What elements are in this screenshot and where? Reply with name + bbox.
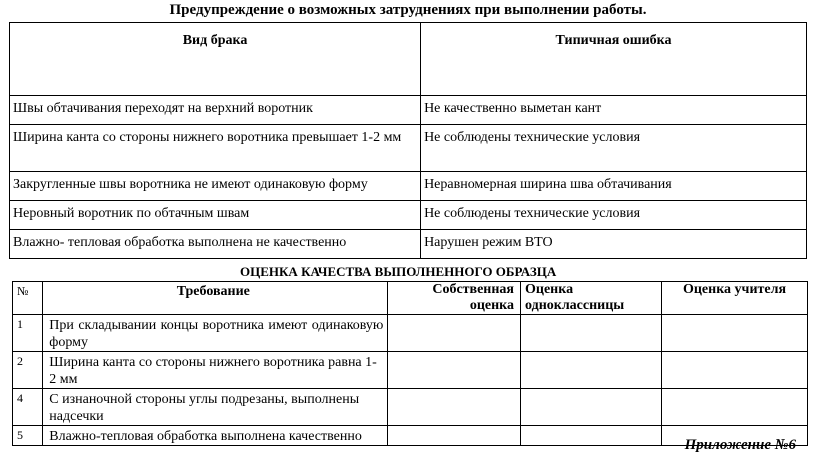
row-number: 1 bbox=[13, 315, 43, 352]
table-row bbox=[10, 230, 807, 259]
own-score-cell[interactable] bbox=[388, 315, 521, 352]
teacher-score-cell[interactable] bbox=[662, 389, 808, 426]
table-row bbox=[10, 201, 807, 230]
error-cell: Нарушен режим ВТО bbox=[421, 230, 807, 259]
quality-header-row bbox=[13, 282, 808, 315]
row-number: 2 bbox=[13, 352, 43, 389]
appendix-label: Приложение №6 bbox=[684, 437, 796, 453]
error-cell: Не качественно выметан кант bbox=[421, 96, 807, 125]
own-score-cell[interactable] bbox=[388, 352, 521, 389]
defect-cell: Швы обтачивания переходят на верхний воротник bbox=[10, 96, 421, 125]
table-row bbox=[13, 389, 808, 426]
header-typical-error: Типичная ошибка bbox=[421, 23, 807, 96]
table-row bbox=[13, 315, 808, 352]
defect-cell: Ширина канта со стороны нижнего воротника превышает 1-2 мм bbox=[10, 125, 421, 172]
header-defect-type: Вид брака bbox=[10, 23, 421, 96]
error-cell: Не соблюдены технические условия bbox=[421, 125, 807, 172]
row-number: 4 bbox=[13, 389, 43, 426]
peer-score-cell[interactable] bbox=[521, 352, 662, 389]
table-row bbox=[10, 96, 807, 125]
defects-header-row bbox=[10, 23, 807, 96]
header-own-score: Собственная оценка bbox=[388, 282, 521, 315]
defect-cell: Неровный воротник по обтачным швам bbox=[10, 201, 421, 230]
requirement-cell: С изнаночной стороны углы подрезаны, выполнены надсечки bbox=[43, 389, 388, 426]
row-number: 5 bbox=[13, 426, 43, 446]
peer-score-cell[interactable] bbox=[521, 426, 662, 446]
requirement-cell: Ширина канта со стороны нижнего воротника равна 1-2 мм bbox=[43, 352, 388, 389]
header-teacher-score: Оценка учителя bbox=[662, 282, 808, 315]
requirement-cell: Влажно-тепловая обработка выполнена качественно bbox=[43, 426, 388, 446]
own-score-cell[interactable] bbox=[388, 426, 521, 446]
table-row bbox=[10, 125, 807, 172]
error-cell: Не соблюдены технические условия bbox=[421, 201, 807, 230]
table-row bbox=[10, 172, 807, 201]
table-row bbox=[13, 352, 808, 389]
defect-cell: Закругленные швы воротника не имеют одинаковую форму bbox=[10, 172, 421, 201]
peer-score-cell[interactable] bbox=[521, 389, 662, 426]
defects-table bbox=[9, 22, 807, 259]
header-peer-score: Оценка одноклассницы bbox=[521, 282, 662, 315]
requirement-cell: При складывании концы воротника имеют одинаковую форму bbox=[43, 315, 388, 352]
teacher-score-cell[interactable] bbox=[662, 352, 808, 389]
header-number: № bbox=[13, 282, 43, 315]
error-cell: Неравномерная ширина шва обтачивания bbox=[421, 172, 807, 201]
defect-cell: Влажно- тепловая обработка выполнена не качественно bbox=[10, 230, 421, 259]
header-requirement: Требование bbox=[43, 282, 388, 315]
quality-table bbox=[12, 281, 808, 446]
quality-title: ОЦЕНКА КАЧЕСТВА ВЫПОЛНЕННОГО ОБРАЗЦА bbox=[240, 264, 557, 279]
peer-score-cell[interactable] bbox=[521, 315, 662, 352]
own-score-cell[interactable] bbox=[388, 389, 521, 426]
page-title: Предупреждение о возможных затруднениях при выполнении работы. bbox=[169, 2, 647, 18]
teacher-score-cell[interactable] bbox=[662, 315, 808, 352]
